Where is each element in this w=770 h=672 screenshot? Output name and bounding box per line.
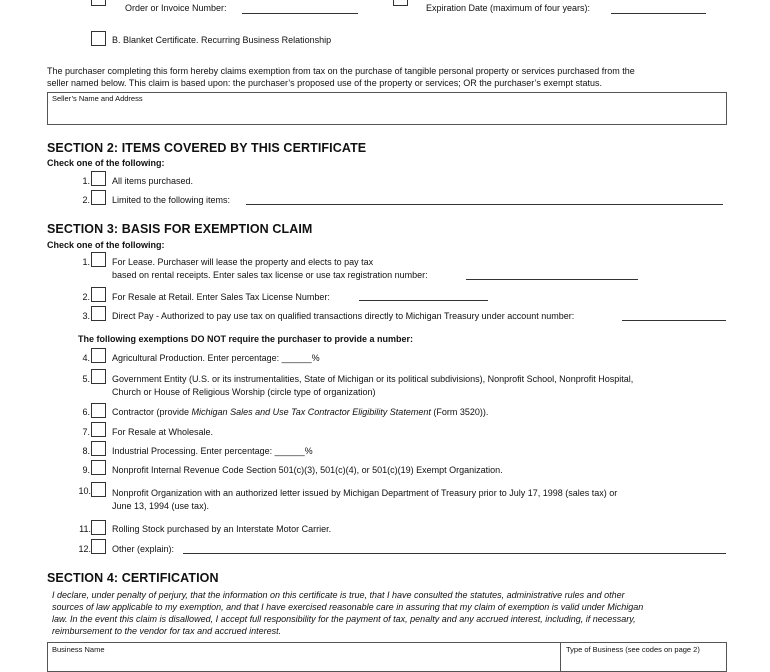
blanket-certificate-checkbox[interactable] [91, 31, 106, 46]
s2-all-items-label: All items purchased. [112, 176, 194, 186]
s3-item-2-number: 2. [82, 292, 90, 302]
s3-direct-pay-field[interactable] [622, 320, 726, 321]
order-invoice-field[interactable] [242, 13, 358, 14]
s3-direct-pay-label: Direct Pay - Authorized to pay use tax on qualified transactions directly to Michigan Treasury under account number: [112, 311, 575, 321]
section-4-title: SECTION 4: CERTIFICATION [47, 571, 219, 585]
s3-resale-retail-field[interactable] [359, 300, 488, 301]
declaration-line-4: reimbursement to the vendor for tax and accrued interest. [52, 626, 282, 636]
business-name-field[interactable] [47, 642, 561, 672]
s3-rolling-stock-label: Rolling Stock purchased by an Interstate Motor Carrier. [112, 524, 332, 534]
declaration-line-3: law. In the event this claim is disallowed, I accept full responsibility for the payment of tax, penalty and any accrued interest, including, if necessary, [52, 614, 636, 624]
s3-item-12-number: 12. [78, 544, 91, 554]
s3-other-checkbox[interactable] [91, 539, 106, 554]
s3-item-7-number: 7. [82, 427, 90, 437]
s3-item-10-number: 10. [78, 486, 91, 496]
s2-all-items-checkbox[interactable] [91, 171, 106, 186]
s3-item-8-number: 8. [82, 446, 90, 456]
s3-nonprofit-irc-label: Nonprofit Internal Revenue Code Section 501(c)(3), 501(c)(4), or 501(c)(19) Exempt Organization. [112, 465, 503, 475]
s3-contractor-label [112, 407, 488, 417]
order-invoice-checkbox[interactable] [91, 0, 106, 6]
s3-government-entity-checkbox[interactable] [91, 369, 106, 384]
s3-item-1-number: 1. [82, 257, 90, 267]
s3-rolling-stock-checkbox[interactable] [91, 520, 106, 535]
s3-resale-retail-label: For Resale at Retail. Enter Sales Tax License Number: [112, 292, 330, 302]
s3-item-11-number: 11. [79, 524, 91, 534]
s3-industrial-processing-checkbox[interactable] [91, 441, 106, 456]
s3-for-lease-checkbox[interactable] [91, 252, 106, 267]
s3-government-entity-line-1: Government Entity (U.S. or its instrumentalities, State of Michigan or its political subdivisions), Nonprofit School, Nonprofit Hospital, [112, 374, 634, 384]
s3-direct-pay-checkbox[interactable] [91, 306, 106, 321]
s3-nonprofit-letter-line-1: Nonprofit Organization with an authorized letter issued by Michigan Department of Treasury prior to July 17, 1998 (sales tax) or [112, 488, 618, 498]
s2-limited-items-checkbox[interactable] [91, 190, 106, 205]
section-3-title: SECTION 3: BASIS FOR EXEMPTION CLAIM [47, 222, 313, 236]
expiration-field[interactable] [611, 13, 706, 14]
s3-agricultural-label: Agricultural Production. Enter percentage: ______% [112, 353, 320, 363]
blanket-certificate-label: B. Blanket Certificate. Recurring Business Relationship [112, 35, 332, 45]
s3-contractor-label-post: (Form 3520)). [430, 407, 489, 417]
s3-other-label: Other (explain): [112, 544, 175, 554]
order-invoice-label: Order or Invoice Number: [125, 3, 227, 13]
intro-line-1: The purchaser completing this form hereby claims exemption from tax on the purchase of tangible personal property or services purchased from the [47, 66, 635, 76]
type-of-business-field[interactable] [560, 642, 727, 672]
intro-line-2: seller named below. This claim is based upon: the purchaser’s proposed use of the property or services; OR the purchaser’s exempt status. [47, 78, 602, 88]
seller-name-address-label: Seller’s Name and Address [52, 94, 143, 103]
s3-other-explain-field[interactable] [183, 553, 726, 554]
s3-item-3-number: 3. [82, 311, 90, 321]
s3-for-lease-line-2: based on rental receipts. Enter sales tax license or use tax registration number: [112, 270, 428, 280]
s3-resale-wholesale-label: For Resale at Wholesale. [112, 427, 214, 437]
s3-nonprofit-letter-checkbox[interactable] [91, 482, 106, 497]
type-of-business-label: Type of Business (see codes on page 2) [566, 645, 700, 654]
expiration-label: Expiration Date (maximum of four years): [426, 3, 591, 13]
s2-limited-items-label: Limited to the following items: [112, 195, 231, 205]
no-number-heading: The following exemptions DO NOT require the purchaser to provide a number: [78, 334, 414, 344]
declaration-line-2: sources of law applicable to my exemption, and that I have exercised reasonable care in assuring that my claim of exemption is valid under Michigan [52, 602, 644, 612]
s3-for-lease-line-1: For Lease. Purchaser will lease the property and elects to pay tax [112, 257, 374, 267]
section-3-instruction: Check one of the following: [47, 240, 165, 250]
s3-item-9-number: 9. [82, 465, 90, 475]
section-2-instruction: Check one of the following: [47, 158, 165, 168]
expiration-checkbox[interactable] [393, 0, 408, 6]
s3-resale-retail-checkbox[interactable] [91, 287, 106, 302]
s3-contractor-form-title: Michigan Sales and Use Tax Contractor Eligibility Statement [191, 407, 431, 417]
s3-agricultural-checkbox[interactable] [91, 348, 106, 363]
s3-item-4-number: 4. [82, 353, 90, 363]
s2-item-1-number: 1. [82, 176, 90, 186]
declaration-line-1: I declare, under penalty of perjury, that the information on this certificate is true, that I have consulted the statutes, administrative rules and other [52, 590, 625, 600]
s3-nonprofit-letter-line-2: June 13, 1994 (use tax). [112, 501, 210, 511]
s3-for-lease-field[interactable] [466, 279, 638, 280]
s3-industrial-processing-label: Industrial Processing. Enter percentage: ______% [112, 446, 313, 456]
s3-nonprofit-irc-checkbox[interactable] [91, 460, 106, 475]
s3-contractor-label-pre: Contractor (provide [112, 407, 192, 417]
business-name-label: Business Name [52, 645, 105, 654]
s2-item-2-number: 2. [82, 195, 90, 205]
s3-item-5-number: 5. [82, 374, 90, 384]
seller-name-address-field[interactable] [47, 92, 727, 125]
s3-resale-wholesale-checkbox[interactable] [91, 422, 106, 437]
s3-government-entity-line-2: Church or House of Religious Worship (circle type of organization) [112, 387, 376, 397]
s3-item-6-number: 6. [82, 407, 90, 417]
s2-limited-items-field[interactable] [246, 204, 723, 205]
s3-contractor-checkbox[interactable] [91, 403, 106, 418]
section-2-title: SECTION 2: ITEMS COVERED BY THIS CERTIFICATE [47, 141, 367, 155]
